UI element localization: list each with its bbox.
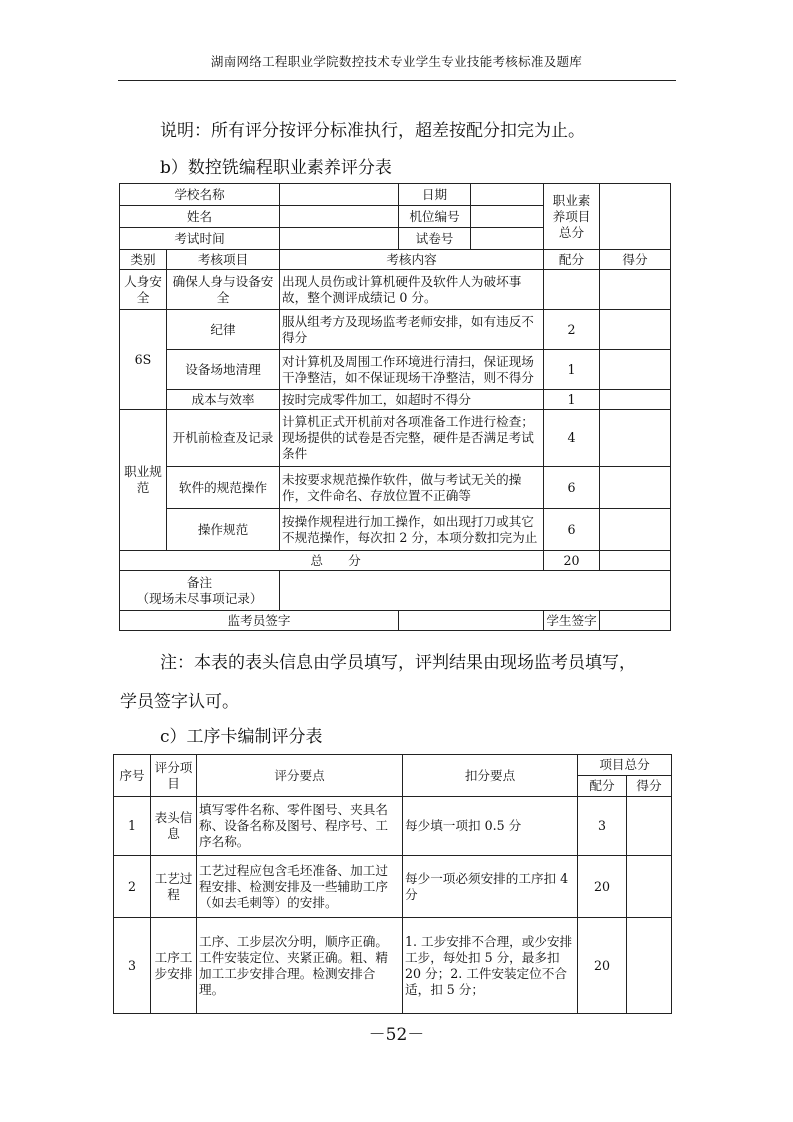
col-item: 考核项目	[167, 250, 280, 270]
row-got	[600, 467, 671, 509]
row-item: 成本与效率	[167, 390, 280, 410]
row-score: 6	[544, 509, 600, 551]
process-card-table	[113, 754, 672, 1014]
row-got	[600, 350, 671, 390]
row-points: 填写零件名称、零件图号、夹具名称、设备名称及图号、程序号、工序名称。	[197, 797, 403, 856]
paper-label: 试卷号	[399, 228, 471, 250]
row-item: 纪律	[167, 310, 280, 350]
row-item: 操作规范	[167, 509, 280, 551]
remark-label-line-1: 备注	[186, 574, 213, 590]
date-label: 日期	[399, 184, 471, 206]
col-content: 考核内容	[280, 250, 544, 270]
row-item: 设备场地清理	[167, 350, 280, 390]
row-no: 2	[114, 856, 151, 918]
col-score: 配分	[544, 250, 600, 270]
row-score: 4	[544, 410, 600, 467]
header-rule	[118, 80, 676, 81]
row-score: 6	[544, 467, 600, 509]
row-points: 工艺过程应包含毛坯准备、加工过程安排、检测安排及一些辅助工序（如去毛刺等）的安排。	[197, 856, 403, 918]
col-item: 评分项目	[151, 755, 197, 797]
time-value	[280, 228, 399, 250]
row-content: 未按要求规范操作软件，做与考试无关的操作，文件命名、存放位置不正确等	[280, 467, 544, 509]
row-content: 对计算机及周围工作环境进行清扫，保证现场干净整洁，如不保证现场干净整洁，则不得分	[280, 350, 544, 390]
row-content: 计算机正式开机前对各项准备工作进行检查；现场提供的试卷是否完整，硬件是否满足考试条件	[280, 410, 544, 467]
machine-label: 机位编号	[399, 206, 471, 228]
remark-label-line-2: （现场未尽事项记录）	[136, 590, 263, 606]
quality-total-value	[600, 184, 671, 250]
row-got	[600, 390, 671, 410]
col-points: 评分要点	[197, 755, 403, 797]
examiner-signature-value	[399, 611, 544, 631]
student-signature-value	[600, 611, 671, 631]
professional-quality-table	[119, 183, 671, 631]
name-value	[280, 206, 399, 228]
row-deduct: 每少一项必须安排的工序扣 4 分	[403, 856, 578, 918]
row-score: 1	[544, 350, 600, 390]
row-item: 表头信息	[151, 797, 197, 856]
student-signature-label: 学生签字	[544, 611, 600, 631]
section-b-title: b）数控铣编程职业素养评分表	[160, 158, 392, 178]
quality-total-label: 职业素养项目总分	[544, 184, 600, 250]
col-deduct: 扣分要点	[403, 755, 578, 797]
date-value	[471, 184, 544, 206]
row-category: 职业规范	[120, 410, 167, 551]
row-item: 软件的规范操作	[167, 467, 280, 509]
row-category: 6S	[120, 310, 167, 410]
row-got	[600, 509, 671, 551]
row-content: 按时完成零件加工，如超时不得分	[280, 390, 544, 410]
page-header-title: 湖南网络工程职业学院数控技术专业学生专业技能考核标准及题库	[210, 54, 583, 69]
row-score: 2	[544, 310, 600, 350]
intro-note: 说明：所有评分按评分标准执行，超差按配分扣完为止。	[160, 121, 585, 141]
col-no: 序号	[114, 755, 151, 797]
row-got	[627, 918, 672, 1014]
examiner-signature-label: 监考员签字	[120, 611, 399, 631]
row-score: 1	[544, 390, 600, 410]
row-got	[627, 856, 672, 918]
remark-label	[120, 571, 280, 611]
col-score: 配分	[578, 776, 627, 797]
row-score: 20	[578, 856, 627, 918]
row-got	[600, 410, 671, 467]
total-label: 总 分	[120, 551, 544, 571]
paper-value	[471, 228, 544, 250]
total-value: 20	[544, 551, 600, 571]
page-number: －52－	[368, 1025, 425, 1045]
name-label: 姓名	[120, 206, 280, 228]
row-item: 开机前检查及记录	[167, 410, 280, 467]
note-line-1: 注：本表的表头信息由学员填写，评判结果由现场监考员填写，	[160, 653, 636, 673]
row-got	[600, 310, 671, 350]
row-got	[600, 270, 671, 310]
row-no: 3	[114, 918, 151, 1014]
row-content: 出现人员伤或计算机硬件及软件人为破坏事故，整个测评成绩记 0 分。	[280, 270, 544, 310]
total-got	[600, 551, 671, 571]
row-points: 工序、工步层次分明，顺序正确。工件安装定位、夹紧正确。粗、精加工工步安排合理。检测安排合理。	[197, 918, 403, 1014]
row-item: 工艺过程	[151, 856, 197, 918]
col-group: 项目总分	[578, 755, 672, 776]
row-score: 3	[578, 797, 627, 856]
machine-value	[471, 206, 544, 228]
note-line-2: 学员签字认可。	[120, 692, 239, 712]
col-got: 得分	[627, 776, 672, 797]
row-content: 服从组考方及现场监考老师安排，如有违反不得分	[280, 310, 544, 350]
row-category: 人身安全	[120, 270, 167, 310]
col-got: 得分	[600, 250, 671, 270]
school-value	[280, 184, 399, 206]
row-deduct: 1. 工步安排不合理，或少安排工步，每处扣 5 分，最多扣 20 分；2. 工件安装定位不合适，扣 5 分；	[403, 918, 578, 1014]
row-got	[627, 797, 672, 856]
remark-value	[280, 571, 671, 611]
school-label: 学校名称	[120, 184, 280, 206]
row-no: 1	[114, 797, 151, 856]
row-item: 工序工步安排	[151, 918, 197, 1014]
row-item: 确保人身与设备安全	[167, 270, 280, 310]
row-score: 20	[578, 918, 627, 1014]
row-deduct: 每少填一项扣 0.5 分	[403, 797, 578, 856]
section-c-title: c）工序卡编制评分表	[160, 727, 323, 747]
col-category: 类别	[120, 250, 167, 270]
row-content: 按操作规程进行加工操作，如出现打刀或其它不规范操作，每次扣 2 分，本项分数扣完为止	[280, 509, 544, 551]
row-score	[544, 270, 600, 310]
time-label: 考试时间	[120, 228, 280, 250]
